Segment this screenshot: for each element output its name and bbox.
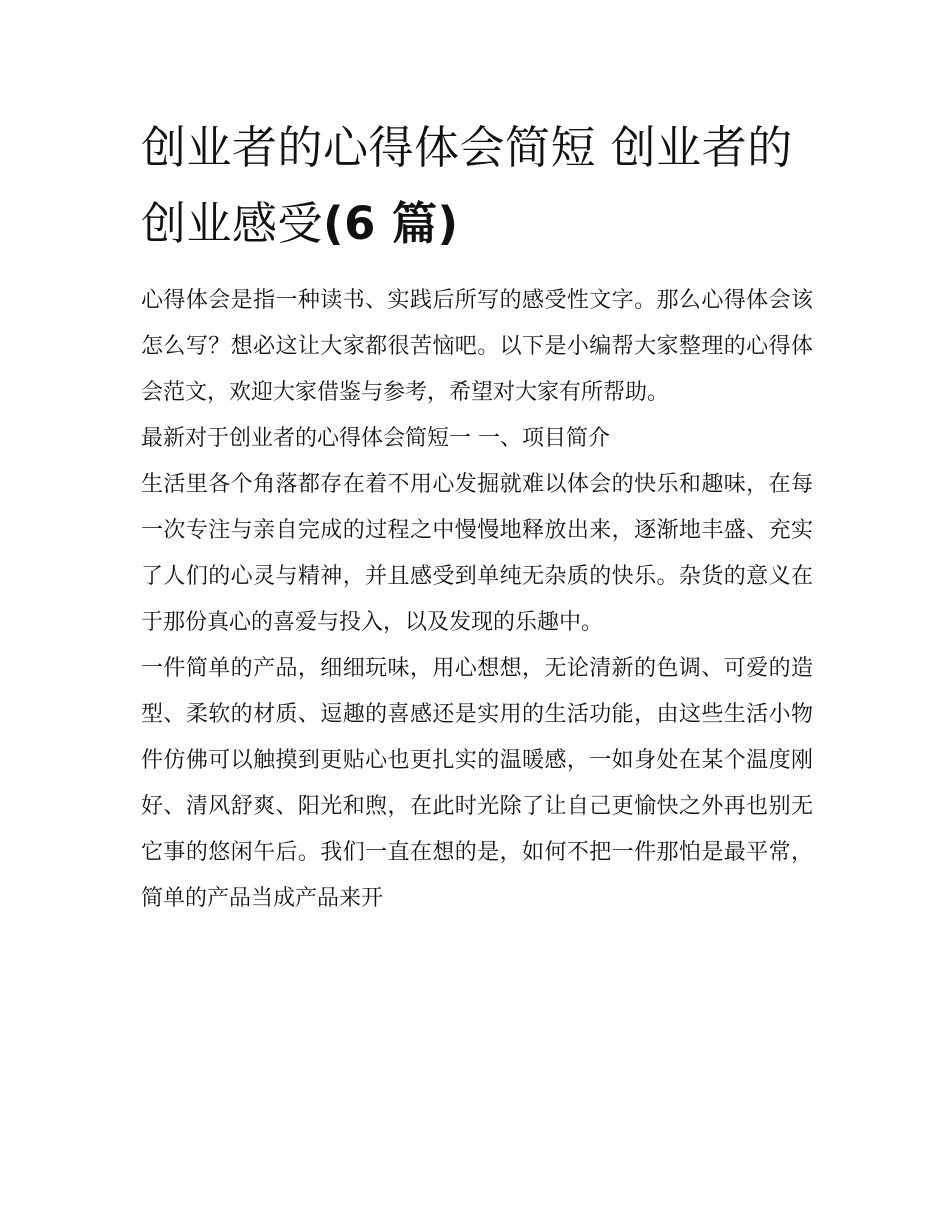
section-heading: 最新对于创业者的心得体会简短一 一、项目简介 <box>141 426 610 451</box>
document-body <box>141 278 813 922</box>
document-content <box>141 110 813 922</box>
paragraph-simple-product: 一件简单的产品，细细玩味，用心想想，无论清新的色调、可爱的造型、柔软的材质、逗趣的喜感还是实用的生活功能，由这些生活小物件仿佛可以触摸到更贴心也更扎实的温暖感，一如身处在某个温度刚好、清风舒爽、阳光和煦，在此时光除了让自己更愉快之外再也别无它事的悠闲午后。我们一直在想的是，如何不把一件那怕是最平常，简单的产品当成产品来开 <box>141 656 813 911</box>
document-title-suffix: (6 篇) <box>323 197 459 250</box>
document-title-text: 创业者的心得体会简短 创业者的创业感受 <box>141 121 793 250</box>
paragraph-intro: 心得体会是指一种读书、实践后所写的感受性文字。那么心得体会该怎么写？想必这让大家都很苦恼吧。以下是小编帮大家整理的心得体会范文，欢迎大家借鉴与参考，希望对大家有所帮助。 <box>141 288 813 405</box>
paragraph-life-fun: 生活里各个角落都存在着不用心发掘就难以体会的快乐和趣味，在每一次专注与亲自完成的过程之中慢慢地释放出来，逐渐地丰盛、充实了人们的心灵与精神，并且感受到单纯无杂质的快乐。杂货的意义在于那份真心的喜爱与投入，以及发现的乐趣中。 <box>141 472 813 635</box>
document-title <box>141 110 813 262</box>
